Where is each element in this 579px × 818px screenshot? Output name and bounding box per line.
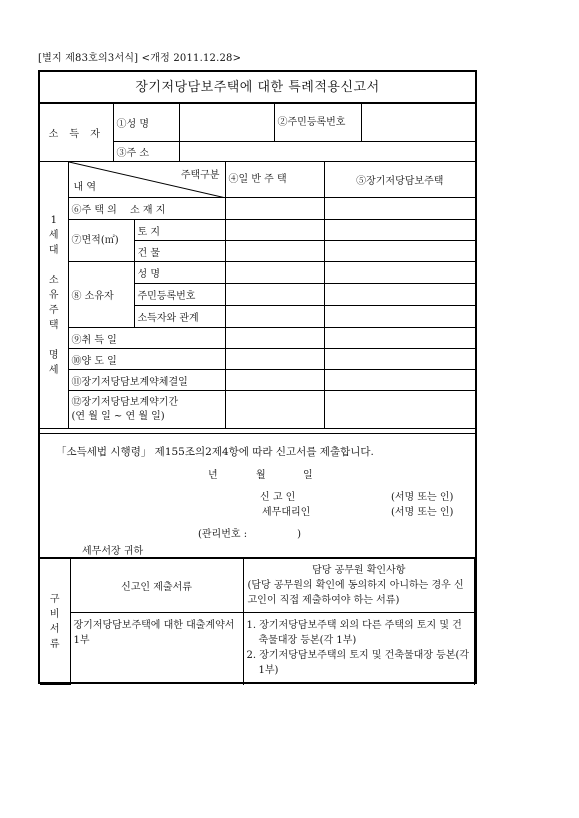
transfer-mortgage[interactable] bbox=[324, 349, 475, 370]
verify-item-2: 2. 장기저당담보주택의 토지 및 건축물대장 등본(각 1부) bbox=[246, 650, 470, 676]
header-top: 주택구분 bbox=[180, 170, 220, 181]
household-side-label bbox=[40, 162, 68, 429]
col-verify bbox=[243, 559, 475, 613]
land-general[interactable] bbox=[225, 220, 324, 241]
household-side-char: 소 bbox=[48, 274, 59, 286]
form-header: [별지 제83호의3서식] <개정 2011.12.28> bbox=[38, 53, 242, 64]
row-building: 건 물 bbox=[134, 241, 225, 262]
row-contract-date: ⑪장기저당담보계약체결일 bbox=[68, 370, 225, 391]
household-side-char bbox=[40, 333, 68, 348]
contract-period-mortgage[interactable] bbox=[324, 391, 475, 429]
owner-name-mortgage[interactable] bbox=[324, 262, 475, 284]
row-owner: ⑧ 소유자 bbox=[68, 262, 134, 328]
agent-sign[interactable]: (서명 또는 인) bbox=[391, 507, 454, 518]
name-field[interactable] bbox=[179, 104, 274, 142]
name-label: ①성 명 bbox=[113, 104, 179, 142]
submit-item: 장기저당담보주택에 대한 대출계약서 1부 bbox=[70, 613, 243, 685]
documents-side-char: 서 bbox=[49, 623, 60, 635]
verify-items bbox=[243, 613, 475, 685]
documents-side-label bbox=[40, 559, 70, 685]
location-mortgage[interactable] bbox=[324, 198, 475, 220]
reporter-sign[interactable]: (서명 또는 인) bbox=[391, 492, 454, 503]
household-side-char: 1 bbox=[50, 214, 57, 226]
declaration-statement: 「소득세법 시행령」 제155조의2제4항에 따라 신고서를 제출합니다. bbox=[56, 446, 374, 458]
household-side-char: 대 bbox=[48, 244, 59, 256]
household-side-char: 택 bbox=[48, 319, 59, 331]
household-table bbox=[40, 161, 475, 429]
contract-period-note: (연 월 일 ~ 연 월 일) bbox=[71, 410, 165, 422]
household-side-char: 명 bbox=[48, 349, 59, 361]
documents-side-char: 비 bbox=[49, 608, 60, 620]
row-owner-relation: 소득자와 관계 bbox=[134, 306, 225, 328]
row-contract-period bbox=[68, 391, 225, 429]
form-frame bbox=[38, 70, 477, 684]
resident-no-field[interactable] bbox=[361, 104, 475, 142]
contract-date-general[interactable] bbox=[225, 370, 324, 391]
declaration-section bbox=[40, 433, 475, 558]
col-mortgage: ⑤장기저당담보주택 bbox=[324, 162, 475, 198]
verify-item-1: 1. 장기저당담보주택 외의 다른 주택의 토지 및 건축물대장 등본(각 1부) bbox=[246, 620, 462, 646]
household-side-char: 세 bbox=[48, 364, 59, 376]
filer-table bbox=[40, 103, 475, 162]
row-acquisition-date: ⑨취 득 일 bbox=[68, 328, 225, 349]
location-general[interactable] bbox=[225, 198, 324, 220]
building-general[interactable] bbox=[225, 241, 324, 262]
filer-section-label: 소 득 자 bbox=[40, 104, 113, 162]
acquisition-general[interactable] bbox=[225, 328, 324, 349]
contract-period-label: ⑫장기저당담보계약기간 bbox=[71, 396, 179, 408]
row-owner-name: 성 명 bbox=[134, 262, 225, 284]
col-submit: 신고인 제출서류 bbox=[70, 559, 243, 613]
documents-side-char: 구 bbox=[49, 593, 60, 605]
management-no: (관리번호 : ) bbox=[198, 529, 301, 540]
contract-period-general[interactable] bbox=[225, 391, 324, 429]
transfer-general[interactable] bbox=[225, 349, 324, 370]
household-side-char: 주 bbox=[48, 304, 59, 316]
owner-name-general[interactable] bbox=[225, 262, 324, 284]
household-side-char: 유 bbox=[48, 289, 59, 301]
household-side-char bbox=[40, 258, 68, 273]
household-side-char: 세 bbox=[48, 229, 59, 241]
header-bottom: 내 역 bbox=[73, 182, 96, 193]
date-month: 월 bbox=[256, 470, 266, 481]
agent-label: 세무대리인 bbox=[262, 507, 311, 518]
owner-resident-general[interactable] bbox=[225, 284, 324, 306]
building-mortgage[interactable] bbox=[324, 241, 475, 262]
row-location: ⑥주 택 의 소 재 지 bbox=[68, 198, 225, 220]
addressee: 세무서장 귀하 bbox=[82, 546, 144, 557]
row-land: 토 지 bbox=[134, 220, 225, 241]
owner-relation-general[interactable] bbox=[225, 306, 324, 328]
col-verify-title: 담당 공무원 확인사항 bbox=[312, 565, 406, 576]
col-verify-note: (담당 공무원의 확인에 동의하지 아니하는 경우 신고인이 직접 제출하여야 하는 서류) bbox=[247, 580, 464, 606]
land-mortgage[interactable] bbox=[324, 220, 475, 241]
address-field[interactable] bbox=[179, 142, 475, 162]
row-owner-resident-no: 주민등록번호 bbox=[134, 284, 225, 306]
diagonal-header bbox=[68, 162, 225, 198]
row-area: ⑦면적(㎡) bbox=[68, 220, 134, 262]
documents-side-char: 류 bbox=[49, 638, 60, 650]
date-year: 년 bbox=[208, 470, 218, 481]
address-label: ③주 소 bbox=[113, 142, 179, 162]
form-title: 장기저당담보주택에 대한 특례적용신고서 bbox=[40, 72, 475, 103]
row-transfer-date: ⑩양 도 일 bbox=[68, 349, 225, 370]
contract-date-mortgage[interactable] bbox=[324, 370, 475, 391]
reporter-label: 신 고 인 bbox=[260, 492, 296, 503]
documents-table bbox=[40, 558, 475, 685]
owner-relation-mortgage[interactable] bbox=[324, 306, 475, 328]
col-general: ④일 반 주 택 bbox=[225, 162, 324, 198]
owner-resident-mortgage[interactable] bbox=[324, 284, 475, 306]
acquisition-mortgage[interactable] bbox=[324, 328, 475, 349]
date-day: 일 bbox=[303, 470, 313, 481]
resident-no-label: ②주민등록번호 bbox=[274, 104, 361, 142]
